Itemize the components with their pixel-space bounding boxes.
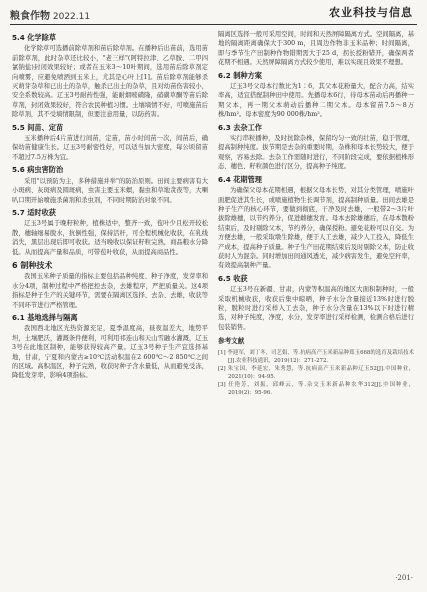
section-6-title: 6 制种技术 — [12, 260, 53, 270]
page-header — [0, 0, 427, 34]
references-title: 参考文献 — [218, 337, 245, 346]
page-number: ·201· — [395, 574, 413, 582]
section-6-5-title: 6.5 收获 — [218, 273, 248, 283]
section-6-text: 我国玉米种子质量的指标主要包括品种纯度、种子净度，发芽率和水分4项，制种过程中严格把控去杂，去雄程序，严把质量关。这4项指标是种子生产的关键环节，需要在隔离区选择、去杂、去雄，收获等不同环节进行严格管理。 — [12, 273, 208, 309]
section-6-4-text: 为确保父母本花期相遇，根据父母本长势，对其分类管理，喷施叶面肥促进其生长，或喷施植物生长调节剂，提高制种质量。田间去雄是种子生产的核心环节，要做到彻底，干净及时去雄，一般带2～3片叶拔除雄穗，以节约养分，促进雌穗发育。母本去除雄穗后，在母本散粉结束后，及时剔除父本，节约养分，确保授粉。避免花粉可以自交。为方便去雄，一般采取墩生除雄，便于人工去雄，减少人工投入，降低生产成本，提高种子质量。种子生产田花期结束后及时剔除父本，防止收获时人为混杂。同时增加田间通风透光，减少病害发生，避免空秆率，有效提高制种产量。 — [218, 187, 414, 270]
continued-text: 隔离区选择一般可采用空间，时间和天然屏障隔离方式。空间隔离，基地的隔离距离确保大于300 m，且周边作物非玉米品种；时间隔离，即与季节生产田制种作物错期需大于25 d，拐长授粉错开，确保两者花期不相遇。天然屏障隔离方式较少使用，难以实现且效果不理想。 — [218, 31, 414, 67]
issue-number: 2022.11 — [52, 12, 91, 22]
section-6-1-title: 6.1 基地选择与隔离 — [12, 312, 78, 322]
section-5-5-title: 5.5 间苗、定苗 — [12, 122, 64, 132]
reference-item: [3] 任艳芳，刘振，邱峰云，等.杂交玉米新品种农华312[J].中国种业，2019(2)：95-96. — [218, 381, 414, 396]
section-6-2-text: 辽玉3号父母本行数比为1∶6，其父本花粉量大，配合力高，结实率高，适宜搭配制种田中使用。先播母本6行，待母本苗动后再播种一期父本，再一期父本萌动后播种二期父本。母本留苗7.5～8万株/hm²。母本密度为90 000株/hm²。 — [218, 83, 414, 119]
journal-name: 粮食作物 — [10, 11, 50, 22]
section-6-3-text: 实行串粒播种，及时抗除杂株，保留均匀一致的壮苗，稳于管理，提高制种纯度。拔节期是去杂的重要时期，杂株和母本长势较大，便于观察，容易去除。去杂工作需随时进行，不同阶段完成，要依据植株形态、穗色、籽粒颜色进行区分，提高种子纯度。 — [218, 135, 414, 171]
section-6-4-title: 6.4 花期管理 — [218, 174, 262, 184]
brand-title: 农业科技与信息 — [329, 6, 413, 19]
section-5-6-title: 5.6 病虫害防治 — [12, 165, 64, 175]
section-5-6-text: 采用"以预防为主，多种措施并举"的防治原则。田间主要病害有大小斑病、灰斑病及圆斑病，虫害主要玉米螟，黏虫和草地贪夜等，大喇叭口期开始喷施杀菌剂和杀虫剂，不同时期防治对象不同。 — [12, 177, 208, 204]
section-6-2-title: 6.2 制种方案 — [218, 70, 262, 80]
header-divider — [10, 24, 417, 25]
section-6-1-text: 我国西北地区光热资源充足，夏季温度高，昼夜温差大，地势平坦，土壤肥沃，灌溉条件便利，可利用祁连山和天山雪融水灌溉，辽玉3号在此地区制种，能够获得较高产量。辽玉3号种子生产宜选择基地，甘肃，宁夏和内蒙古≥10℃活动积温在2 600℃～2 850℃之间的区域。高积温区，种子完熟，收获时种子含水量低，从而避免受冻，降低发芽率，影响4项指标。 — [12, 325, 208, 380]
left-column — [12, 30, 208, 382]
section-5-4-title: 5.4 化学除草 — [12, 33, 56, 42]
journal-label — [10, 7, 90, 22]
section-6-3-title: 6.3 去杂工作 — [218, 122, 262, 132]
reference-item: [1] 李迎军，刘丁冬，司艺娟，等.抗病高产玉米新品种郑玉668的选育及栽培技术[J].农业科技通讯，2019(12)：271-272. — [218, 349, 414, 364]
section-5-4-text: 化学除草可选播前除草剂和苗后除草剂。在播种后出苗前，选用苗前除草剂，此时杂草还比较小，"老三样"(阿特拉津、乙草胺、二甲四氯钠盐)封闭效果较好；或者在玉米3～10叶期间，选用苗后除草剂定向喷雾，应避免喷洒到玉米上，尤其是心叶上[1]。苗后除草剂能够杀灭萌芽杂草和已出土的杂草，触杀已出土的杂草，且对幼苗伤害较小，安全系数较高。辽玉3号耐药性强，能耐烟嘧磺隆，硝磺草酮等苗后除草剂，封闭效果较好，符合农民种植习惯。土壤墒情不好，可喷施苗后除草剂，其不受墒情限制，但要注意用量，以防药害。 — [12, 45, 208, 119]
section-5-7-title: 5.7 适时收获 — [12, 207, 56, 217]
section-6-5-text: 辽玉3号在新疆、甘肃，内蒙等积温高的地区大面积制种时，一般采取机械收获，收获后集中晾晒，种子水分含量接近13%时进行脱粒，脱粒时进行采样入工去杂，种子水分含量在13%以下时进行精选，对种子纯度，净度，水分，发芽率进行采样检测，检测合格后进行包装销售。 — [218, 286, 414, 331]
section-5-7-text: 辽玉3号属于晚籽粒种，植株适中，整齐一致，苞叶少且松开较松散，穗轴细易脱水，抗倒性强，保持活秆，可全程机械化收获，在乳线消失，黑层出现后即可收获。适当晚收以保证籽粒完熟，商品粮水分降低。从而提高产量和品质，可带苞叶收获，从而提高商品性。 — [12, 220, 208, 256]
reference-item: [2] 朱宝国，李延宏，朱秀慧，等.抗病高产玉米新品种辽玉52[J].中国种业，2021(10)：94-95. — [218, 365, 414, 380]
section-5-5-text: 玉米播种后4片苗进行间苗，定苗，苗小时间苗一次，间苗后，确保幼苗健康生长。辽玉3号耐密性好，可以适当加大密度，每公顷留苗不超过7.5万株为宜。 — [12, 135, 208, 161]
right-column — [218, 30, 414, 397]
